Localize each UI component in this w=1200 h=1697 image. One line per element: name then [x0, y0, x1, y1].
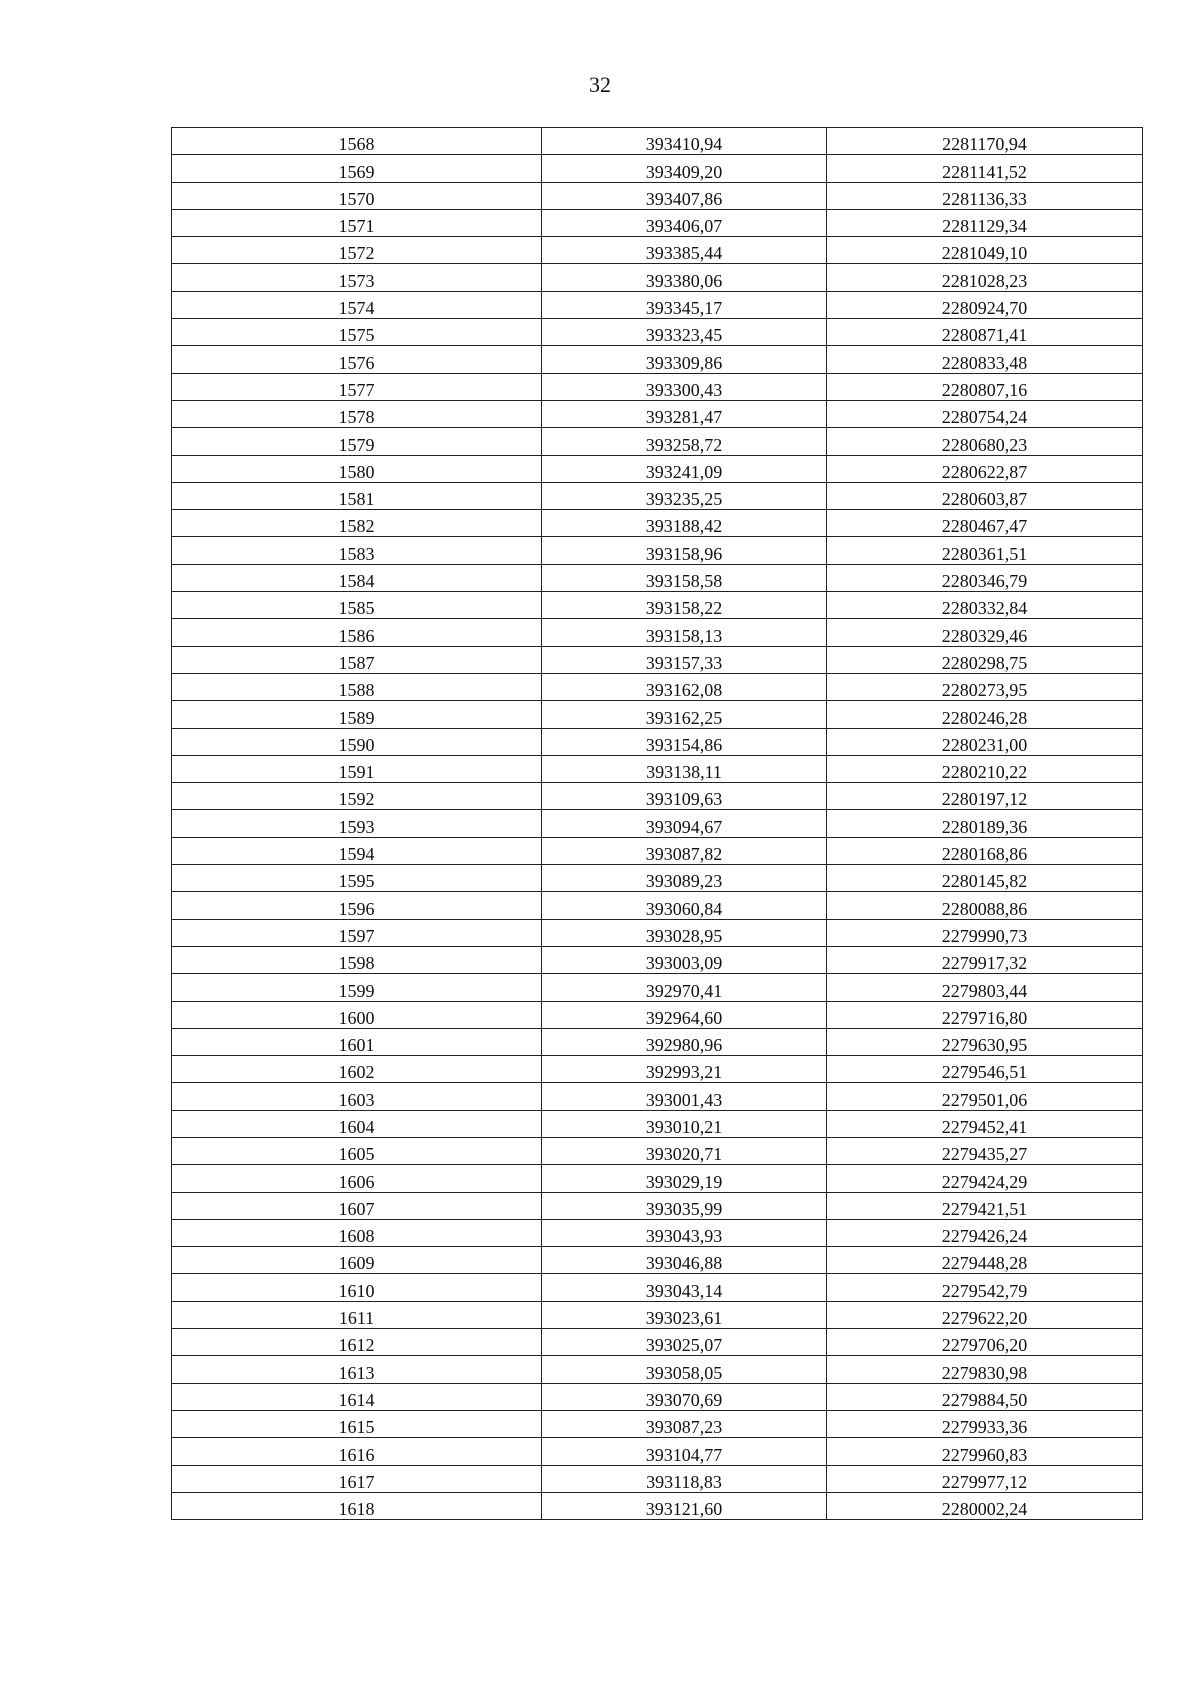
x-coordinate-cell: 393035,99	[542, 1192, 827, 1219]
x-coordinate-cell: 393406,07	[542, 209, 827, 236]
x-coordinate-cell: 393010,21	[542, 1110, 827, 1137]
table-row	[172, 1028, 1143, 1055]
x-coordinate-cell: 393323,45	[542, 319, 827, 346]
table-row	[172, 1110, 1143, 1137]
x-coordinate-cell: 393407,86	[542, 182, 827, 209]
y-coordinate-cell: 2280924,70	[827, 291, 1143, 318]
point-number-cell: 1612	[172, 1329, 542, 1356]
y-coordinate-cell: 2280871,41	[827, 319, 1143, 346]
y-coordinate-cell: 2279977,12	[827, 1465, 1143, 1492]
table-row	[172, 1274, 1143, 1301]
table-row	[172, 837, 1143, 864]
y-coordinate-cell: 2279933,36	[827, 1410, 1143, 1437]
point-number-cell: 1602	[172, 1056, 542, 1083]
table-row	[172, 646, 1143, 673]
point-number-cell: 1583	[172, 537, 542, 564]
y-coordinate-cell: 2280680,23	[827, 428, 1143, 455]
table-row	[172, 892, 1143, 919]
x-coordinate-cell: 392964,60	[542, 1001, 827, 1028]
x-coordinate-cell: 393154,86	[542, 728, 827, 755]
point-number-cell: 1584	[172, 564, 542, 591]
x-coordinate-cell: 393409,20	[542, 155, 827, 182]
y-coordinate-cell: 2279426,24	[827, 1219, 1143, 1246]
point-number-cell: 1590	[172, 728, 542, 755]
table-row	[172, 482, 1143, 509]
x-coordinate-cell: 393043,14	[542, 1274, 827, 1301]
y-coordinate-cell: 2279542,79	[827, 1274, 1143, 1301]
point-number-cell: 1589	[172, 701, 542, 728]
y-coordinate-cell: 2279706,20	[827, 1329, 1143, 1356]
point-number-cell: 1577	[172, 373, 542, 400]
x-coordinate-cell: 393070,69	[542, 1383, 827, 1410]
y-coordinate-cell: 2280210,22	[827, 755, 1143, 782]
x-coordinate-cell: 393003,09	[542, 946, 827, 973]
x-coordinate-cell: 393241,09	[542, 455, 827, 482]
table-row	[172, 1001, 1143, 1028]
point-number-cell: 1576	[172, 346, 542, 373]
y-coordinate-cell: 2279716,80	[827, 1001, 1143, 1028]
table-row	[172, 128, 1143, 155]
point-number-cell: 1611	[172, 1301, 542, 1328]
x-coordinate-cell: 393087,82	[542, 837, 827, 864]
point-number-cell: 1592	[172, 783, 542, 810]
table-row	[172, 1219, 1143, 1246]
table-row	[172, 673, 1143, 700]
point-number-cell: 1596	[172, 892, 542, 919]
table-row	[172, 619, 1143, 646]
y-coordinate-cell: 2280189,36	[827, 810, 1143, 837]
point-number-cell: 1585	[172, 592, 542, 619]
table-row	[172, 455, 1143, 482]
point-number-cell: 1601	[172, 1028, 542, 1055]
y-coordinate-cell: 2279803,44	[827, 974, 1143, 1001]
point-number-cell: 1605	[172, 1137, 542, 1164]
point-number-cell: 1587	[172, 646, 542, 673]
table-row	[172, 428, 1143, 455]
y-coordinate-cell: 2281170,94	[827, 128, 1143, 155]
x-coordinate-cell: 393060,84	[542, 892, 827, 919]
y-coordinate-cell: 2279990,73	[827, 919, 1143, 946]
x-coordinate-cell: 393028,95	[542, 919, 827, 946]
table-row	[172, 564, 1143, 591]
y-coordinate-cell: 2280231,00	[827, 728, 1143, 755]
y-coordinate-cell: 2281129,34	[827, 209, 1143, 236]
y-coordinate-cell: 2279448,28	[827, 1247, 1143, 1274]
point-number-cell: 1593	[172, 810, 542, 837]
point-number-cell: 1582	[172, 510, 542, 537]
table-row	[172, 1356, 1143, 1383]
y-coordinate-cell: 2280603,87	[827, 482, 1143, 509]
table-row	[172, 319, 1143, 346]
y-coordinate-cell: 2281141,52	[827, 155, 1143, 182]
point-number-cell: 1597	[172, 919, 542, 946]
table-body	[172, 128, 1143, 1520]
x-coordinate-cell: 392980,96	[542, 1028, 827, 1055]
y-coordinate-cell: 2280298,75	[827, 646, 1143, 673]
point-number-cell: 1579	[172, 428, 542, 455]
table-row	[172, 510, 1143, 537]
y-coordinate-cell: 2280246,28	[827, 701, 1143, 728]
point-number-cell: 1613	[172, 1356, 542, 1383]
y-coordinate-cell: 2280361,51	[827, 537, 1143, 564]
table-row	[172, 1383, 1143, 1410]
x-coordinate-cell: 393258,72	[542, 428, 827, 455]
table-row	[172, 1301, 1143, 1328]
y-coordinate-cell: 2279630,95	[827, 1028, 1143, 1055]
point-number-cell: 1586	[172, 619, 542, 646]
x-coordinate-cell: 393345,17	[542, 291, 827, 318]
table-row	[172, 346, 1143, 373]
table-row	[172, 1165, 1143, 1192]
y-coordinate-cell: 2279421,51	[827, 1192, 1143, 1219]
point-number-cell: 1600	[172, 1001, 542, 1028]
y-coordinate-cell: 2279546,51	[827, 1056, 1143, 1083]
table-row	[172, 264, 1143, 291]
point-number-cell: 1594	[172, 837, 542, 864]
x-coordinate-cell: 393162,08	[542, 673, 827, 700]
point-number-cell: 1569	[172, 155, 542, 182]
x-coordinate-cell: 393281,47	[542, 400, 827, 427]
x-coordinate-cell: 392993,21	[542, 1056, 827, 1083]
y-coordinate-cell: 2281049,10	[827, 237, 1143, 264]
x-coordinate-cell: 393300,43	[542, 373, 827, 400]
y-coordinate-cell: 2279501,06	[827, 1083, 1143, 1110]
point-number-cell: 1598	[172, 946, 542, 973]
point-number-cell: 1595	[172, 865, 542, 892]
table-row	[172, 701, 1143, 728]
x-coordinate-cell: 393058,05	[542, 1356, 827, 1383]
table-row	[172, 537, 1143, 564]
y-coordinate-cell: 2280329,46	[827, 619, 1143, 646]
point-number-cell: 1608	[172, 1219, 542, 1246]
y-coordinate-cell: 2280622,87	[827, 455, 1143, 482]
table-row	[172, 755, 1143, 782]
y-coordinate-cell: 2280346,79	[827, 564, 1143, 591]
point-number-cell: 1581	[172, 482, 542, 509]
y-coordinate-cell: 2280002,24	[827, 1492, 1143, 1519]
y-coordinate-cell: 2279424,29	[827, 1165, 1143, 1192]
x-coordinate-cell: 393046,88	[542, 1247, 827, 1274]
point-number-cell: 1574	[172, 291, 542, 318]
table-row	[172, 1465, 1143, 1492]
x-coordinate-cell: 393023,61	[542, 1301, 827, 1328]
table-row	[172, 155, 1143, 182]
y-coordinate-cell: 2280197,12	[827, 783, 1143, 810]
point-number-cell: 1573	[172, 264, 542, 291]
point-number-cell: 1568	[172, 128, 542, 155]
point-number-cell: 1618	[172, 1492, 542, 1519]
y-coordinate-cell: 2280145,82	[827, 865, 1143, 892]
table-row	[172, 237, 1143, 264]
table-row	[172, 1247, 1143, 1274]
table-row	[172, 182, 1143, 209]
table-row	[172, 1329, 1143, 1356]
y-coordinate-cell: 2279917,32	[827, 946, 1143, 973]
y-coordinate-cell: 2280754,24	[827, 400, 1143, 427]
x-coordinate-cell: 393118,83	[542, 1465, 827, 1492]
x-coordinate-cell: 393001,43	[542, 1083, 827, 1110]
x-coordinate-cell: 393309,86	[542, 346, 827, 373]
y-coordinate-cell: 2279884,50	[827, 1383, 1143, 1410]
x-coordinate-cell: 393138,11	[542, 755, 827, 782]
x-coordinate-cell: 393020,71	[542, 1137, 827, 1164]
x-coordinate-cell: 393043,93	[542, 1219, 827, 1246]
x-coordinate-cell: 393158,22	[542, 592, 827, 619]
table-row	[172, 291, 1143, 318]
y-coordinate-cell: 2280088,86	[827, 892, 1143, 919]
y-coordinate-cell: 2279435,27	[827, 1137, 1143, 1164]
point-number-cell: 1614	[172, 1383, 542, 1410]
x-coordinate-cell: 393158,13	[542, 619, 827, 646]
x-coordinate-cell: 393157,33	[542, 646, 827, 673]
y-coordinate-cell: 2280332,84	[827, 592, 1143, 619]
table-row	[172, 810, 1143, 837]
x-coordinate-cell: 392970,41	[542, 974, 827, 1001]
x-coordinate-cell: 393410,94	[542, 128, 827, 155]
x-coordinate-cell: 393025,07	[542, 1329, 827, 1356]
table-row	[172, 1438, 1143, 1465]
point-number-cell: 1580	[172, 455, 542, 482]
point-number-cell: 1616	[172, 1438, 542, 1465]
table-row	[172, 1056, 1143, 1083]
table-row	[172, 400, 1143, 427]
point-number-cell: 1603	[172, 1083, 542, 1110]
y-coordinate-cell: 2280833,48	[827, 346, 1143, 373]
y-coordinate-cell: 2280467,47	[827, 510, 1143, 537]
point-number-cell: 1604	[172, 1110, 542, 1137]
point-number-cell: 1610	[172, 1274, 542, 1301]
point-number-cell: 1570	[172, 182, 542, 209]
y-coordinate-cell: 2281136,33	[827, 182, 1143, 209]
point-number-cell: 1571	[172, 209, 542, 236]
coordinates-table	[171, 127, 1143, 1520]
point-number-cell: 1572	[172, 237, 542, 264]
point-number-cell: 1617	[172, 1465, 542, 1492]
table-row	[172, 974, 1143, 1001]
point-number-cell: 1609	[172, 1247, 542, 1274]
x-coordinate-cell: 393094,67	[542, 810, 827, 837]
x-coordinate-cell: 393188,42	[542, 510, 827, 537]
x-coordinate-cell: 393121,60	[542, 1492, 827, 1519]
y-coordinate-cell: 2280807,16	[827, 373, 1143, 400]
y-coordinate-cell: 2281028,23	[827, 264, 1143, 291]
x-coordinate-cell: 393162,25	[542, 701, 827, 728]
point-number-cell: 1588	[172, 673, 542, 700]
table-row	[172, 919, 1143, 946]
point-number-cell: 1578	[172, 400, 542, 427]
x-coordinate-cell: 393109,63	[542, 783, 827, 810]
point-number-cell: 1591	[172, 755, 542, 782]
table-row	[172, 865, 1143, 892]
x-coordinate-cell: 393158,96	[542, 537, 827, 564]
x-coordinate-cell: 393089,23	[542, 865, 827, 892]
table-row	[172, 1492, 1143, 1519]
table-row	[172, 373, 1143, 400]
point-number-cell: 1615	[172, 1410, 542, 1437]
y-coordinate-cell: 2279960,83	[827, 1438, 1143, 1465]
point-number-cell: 1575	[172, 319, 542, 346]
table-row	[172, 1410, 1143, 1437]
y-coordinate-cell: 2280273,95	[827, 673, 1143, 700]
y-coordinate-cell: 2279452,41	[827, 1110, 1143, 1137]
x-coordinate-cell: 393385,44	[542, 237, 827, 264]
table-row	[172, 592, 1143, 619]
point-number-cell: 1606	[172, 1165, 542, 1192]
table-row	[172, 946, 1143, 973]
table-row	[172, 783, 1143, 810]
y-coordinate-cell: 2280168,86	[827, 837, 1143, 864]
x-coordinate-cell: 393087,23	[542, 1410, 827, 1437]
table-row	[172, 1192, 1143, 1219]
point-number-cell: 1607	[172, 1192, 542, 1219]
y-coordinate-cell: 2279830,98	[827, 1356, 1143, 1383]
x-coordinate-cell: 393104,77	[542, 1438, 827, 1465]
table-row	[172, 209, 1143, 236]
page-number: 32	[589, 72, 611, 97]
x-coordinate-cell: 393235,25	[542, 482, 827, 509]
table-row	[172, 728, 1143, 755]
table-row	[172, 1083, 1143, 1110]
point-number-cell: 1599	[172, 974, 542, 1001]
x-coordinate-cell: 393380,06	[542, 264, 827, 291]
x-coordinate-cell: 393029,19	[542, 1165, 827, 1192]
y-coordinate-cell: 2279622,20	[827, 1301, 1143, 1328]
x-coordinate-cell: 393158,58	[542, 564, 827, 591]
table-row	[172, 1137, 1143, 1164]
